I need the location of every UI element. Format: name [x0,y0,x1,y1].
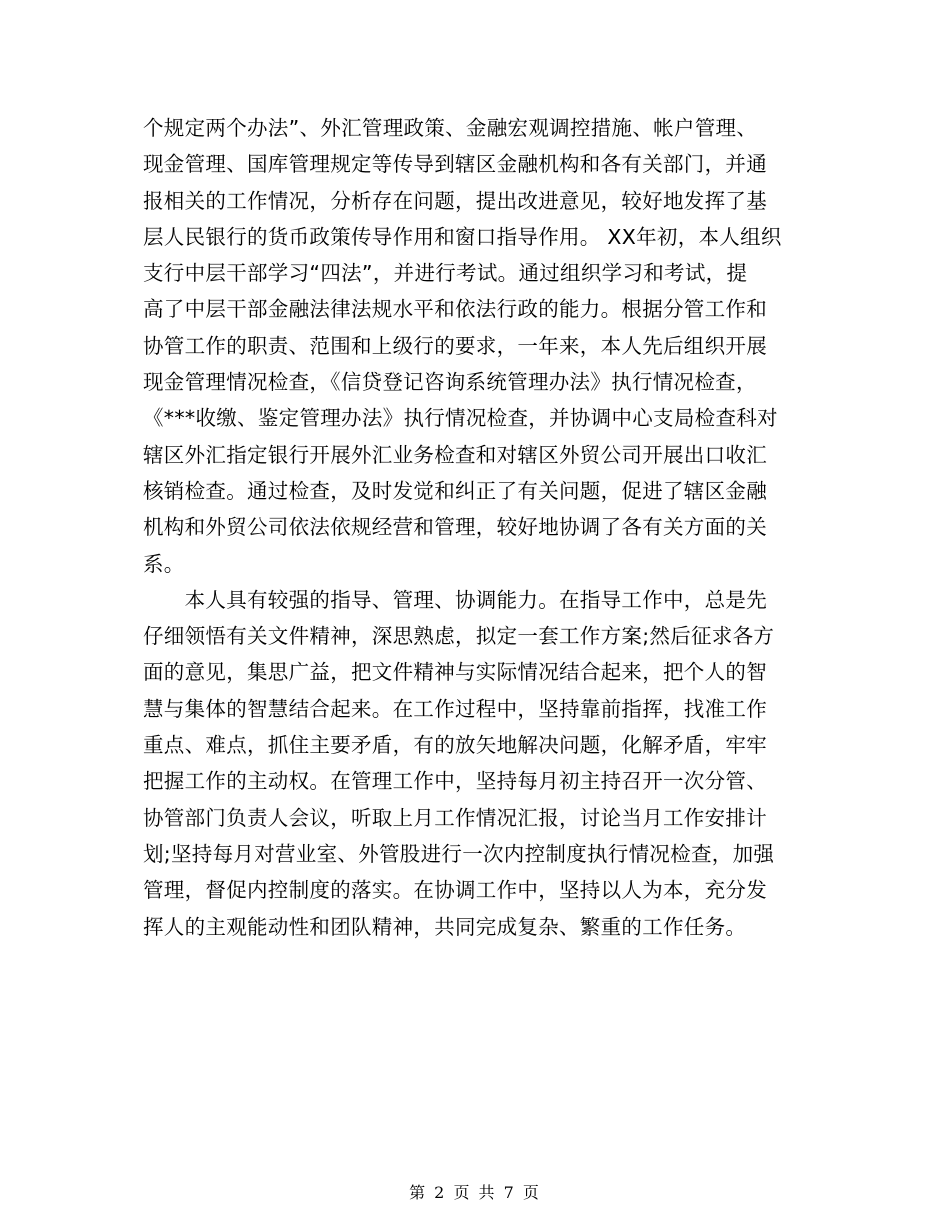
text-line: 现金管理情况检查，《信贷登记咨询系统管理办法》执行情况检查， [143,370,757,395]
text-line: 管理，督促内控制度的落实。在协调工作中，坚持以人为本，充分发 [143,878,767,903]
text-line: 个规定两个办法”、外汇管理政策、金融宏观调控措施、帐户管理、 [143,116,758,140]
text-line: 支行中层干部学习“四法”，并进行考试。通过组织学习和考试，提 [143,261,748,286]
page-number-footer: 第 2 页 共 7 页 [409,1183,541,1202]
text-line: 把握工作的主动权。在管理工作中，坚持每月初主持召开一次分管、 [143,769,767,794]
text-line: 重点、难点，抓住主要矛盾，有的放矢地解决问题，化解矛盾，牢牢 [143,733,767,758]
text-line: 系。 [143,551,185,576]
text-line: 高了中层干部金融法律法规水平和依法行政的能力。根据分管工作和 [143,297,767,322]
text-line: 本人具有较强的指导、管理、协调能力。在指导工作中，总是先 [143,587,767,612]
text-line: 报相关的工作情况，分析存在问题，提出改进意见，较好地发挥了基 [143,188,767,213]
body-text [143,110,811,945]
text-line: 仔细领悟有关文件精神，深思熟虑，拟定一套工作方案;然后征求各方 [143,624,775,649]
text-line: 面的意见，集思广益，把文件精神与实际情况结合起来，把个人的智 [143,660,767,685]
text-line: 挥人的主观能动性和团队精神，共同完成复杂、繁重的工作任务。 [143,914,747,939]
text-line: 现金管理、国库管理规定等传导到辖区金融机构和各有关部门，并通 [143,152,767,177]
text-line: 慧与集体的智慧结合起来。在工作过程中，坚持靠前指挥，找准工作 [143,696,767,721]
text-line: 协管部门负责人会议，听取上月工作情况汇报，讨论当月工作安排计 [143,805,767,830]
text-line: 辖区外汇指定银行开展外汇业务检查和对辖区外贸公司开展出口收汇 [143,442,767,467]
text-line: 机构和外贸公司依法依规经营和管理，较好地协调了各有关方面的关 [143,515,767,540]
text-line: 划;坚持每月对营业室、外管股进行一次内控制度执行情况检查，加强 [143,841,775,866]
text-line: 《***收缴、鉴定管理办法》执行情况检查，并协调中心支局检查科对 [143,406,778,431]
text-line: 层人民银行的货币政策传导作用和窗口指导作用。 XX年初，本人组织 [143,224,782,249]
text-line: 协管工作的职责、范围和上级行的要求，一年来，本人先后组织开展 [143,333,767,358]
text-line: 核销检查。通过检查，及时发觉和纠正了有关问题，促进了辖区金融 [143,478,767,503]
